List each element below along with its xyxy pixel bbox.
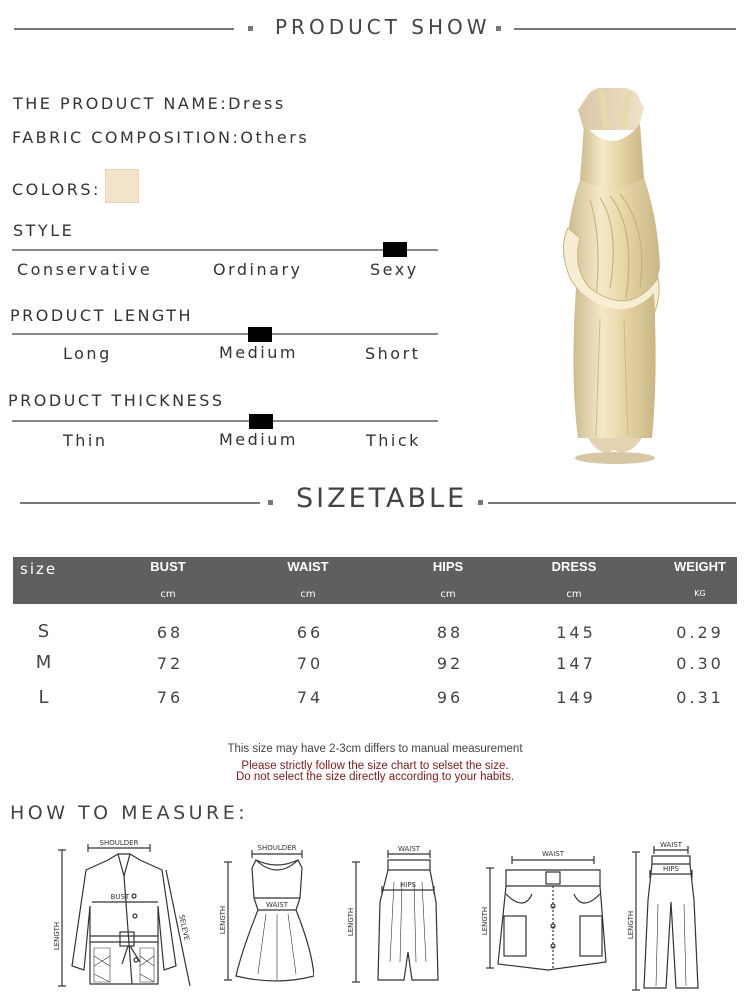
measurement-note: This size may have 2-3cm differs to manual measurement	[227, 743, 523, 755]
bust-cell: 68	[156, 623, 184, 642]
unit-waist: cm	[300, 589, 316, 600]
waist-cell: 74	[296, 688, 324, 707]
length-title: PRODUCT LENGTH	[10, 306, 194, 325]
col-header-size: size	[20, 560, 58, 578]
section-title-sizetable: SIZETABLE	[296, 483, 468, 514]
thickness-title: PRODUCT THICKNESS	[8, 391, 225, 410]
thickness-scale-line	[12, 420, 438, 422]
weight-cell: 0.31	[676, 688, 724, 707]
hips-cell: 92	[436, 654, 464, 673]
unit-dress: cm	[566, 589, 582, 600]
header-dot-left	[248, 26, 253, 31]
jacket-measure-diagram	[50, 836, 200, 996]
header-rule-left	[14, 28, 234, 30]
thickness-option-medium: Medium	[219, 430, 298, 449]
product-name-label: THE PRODUCT NAME:	[13, 94, 229, 113]
fabric-label: FABRIC COMPOSITION:	[12, 128, 241, 147]
warning-line-1: Please strictly follow the size chart to selset the size.	[241, 760, 509, 772]
skirt-length-label: LENGTH	[347, 907, 355, 937]
weight-cell: 0.29	[676, 623, 724, 642]
unit-bust: cm	[160, 589, 176, 600]
length-option-medium: Medium	[219, 343, 298, 362]
dress-cell: 149	[556, 688, 596, 707]
length-option-long: Long	[63, 344, 112, 363]
length-scale-line	[12, 333, 438, 335]
hips-cell: 96	[436, 688, 464, 707]
warning-line-2: Do not select the size directly according to your habits.	[235, 771, 515, 783]
waist-cell: 70	[296, 654, 324, 673]
dress-bodice	[580, 124, 644, 189]
col-header-bust: BUST	[150, 559, 186, 574]
fabric-row	[12, 128, 309, 147]
size-cell: L	[38, 687, 52, 708]
section-title-product-show: PRODUCT SHOW	[275, 15, 491, 39]
jacket-shoulder-label: SHOULDER	[99, 839, 139, 847]
hips-cell: 88	[436, 623, 464, 642]
bust-cell: 76	[156, 688, 184, 707]
how-to-measure-title: HOW TO MEASURE:	[10, 802, 249, 824]
style-option-conservative: Conservative	[17, 260, 153, 279]
jacket-bust-label: BUST	[110, 893, 130, 901]
thickness-option-thin: Thin	[63, 431, 108, 450]
shorts-measure-diagram	[476, 846, 616, 976]
dress-measure-diagram	[214, 840, 314, 990]
shorts-length-label: LENGTH	[481, 906, 489, 936]
col-header-waist: WAIST	[287, 559, 329, 574]
style-scale-marker	[383, 242, 407, 257]
jacket-length-label: LENGTH	[53, 921, 61, 951]
color-swatch[interactable]	[105, 169, 139, 203]
style-option-sexy: Sexy	[370, 260, 419, 279]
size-table-header	[13, 557, 737, 604]
unit-hips: cm	[440, 589, 456, 600]
product-name-value: Dress	[228, 94, 286, 113]
sizetable-rule-left	[20, 502, 260, 504]
trousers-waist-label: WAIST	[659, 841, 683, 849]
col-header-hips: HIPS	[432, 559, 464, 574]
bust-cell: 72	[156, 654, 184, 673]
dress-shoulder-label: SHOULDER	[257, 844, 297, 852]
header-rule-right	[514, 28, 736, 30]
dress-cell: 147	[556, 654, 596, 673]
col-header-dress: DRESS	[551, 559, 597, 574]
thickness-option-thick: Thick	[366, 431, 421, 450]
style-option-ordinary: Ordinary	[213, 260, 303, 279]
skirt-measure-diagram	[342, 842, 442, 992]
length-scale-marker	[248, 327, 272, 342]
trousers-hips-label: HIPS	[663, 865, 679, 873]
skirt-waist-label: WAIST	[397, 845, 421, 853]
dress-waist-label: WAIST	[265, 901, 289, 909]
size-cell: S	[37, 621, 53, 642]
thickness-scale-marker	[249, 414, 273, 429]
unit-weight: KG	[694, 589, 706, 598]
style-scale-line	[12, 249, 438, 251]
shorts-waist-label: WAIST	[541, 850, 565, 858]
jacket-selev-label: SELEVE	[177, 913, 191, 942]
col-header-weight: WEIGHT	[674, 559, 726, 574]
sizetable-rule-right	[488, 502, 736, 504]
product-image[interactable]	[540, 88, 690, 466]
mannequin-torso	[578, 88, 644, 130]
trousers-length-label: LENGTH	[627, 910, 635, 940]
dress-skirt	[573, 288, 655, 438]
trousers-measure-diagram	[622, 840, 722, 995]
fabric-value: Others	[240, 128, 310, 147]
sizetable-dot-right	[478, 500, 483, 505]
colors-label: COLORS:	[12, 180, 101, 199]
skirt-hips-label: HIPS	[400, 881, 416, 889]
dress-cell: 145	[556, 623, 596, 642]
header-dot-right	[496, 26, 501, 31]
dress-length-label: LENGTH	[219, 905, 227, 935]
size-cell: M	[35, 652, 55, 673]
weight-cell: 0.30	[676, 654, 724, 673]
length-option-short: Short	[365, 344, 421, 363]
sizetable-dot-left	[268, 500, 273, 505]
style-title: STYLE	[13, 221, 75, 240]
waist-cell: 66	[296, 623, 324, 642]
product-name-row	[13, 94, 286, 113]
